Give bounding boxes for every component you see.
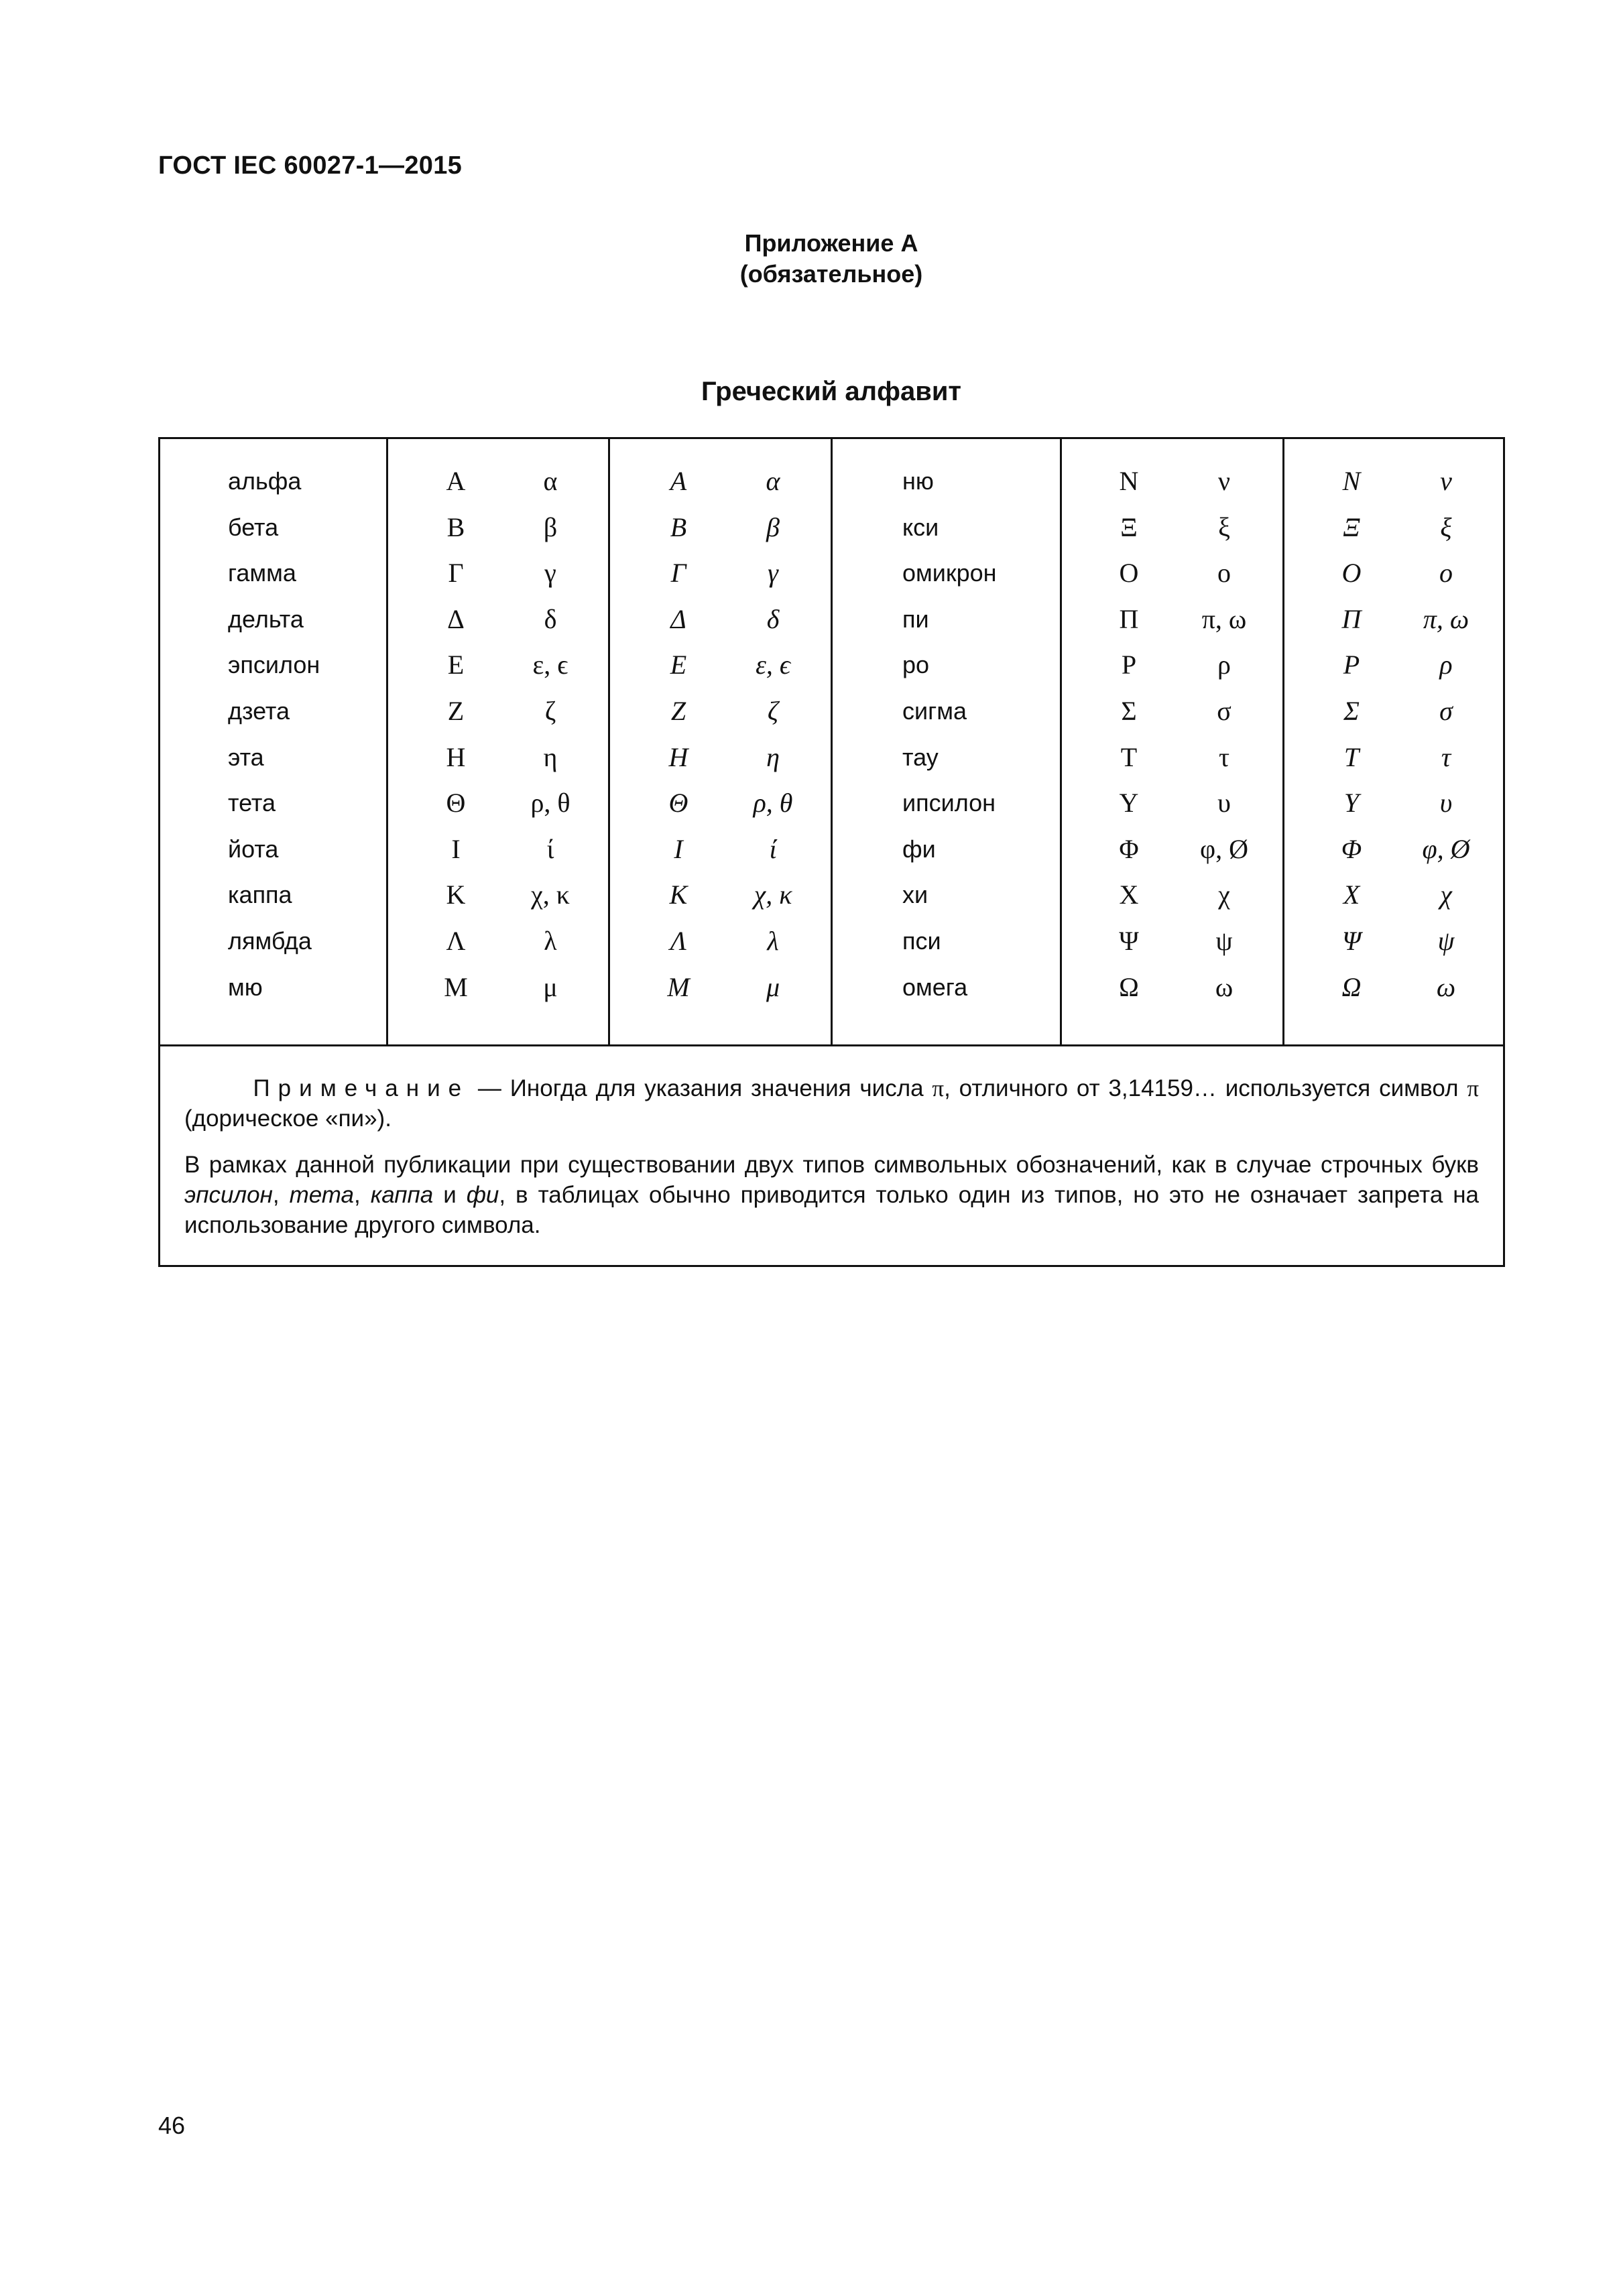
annex-title: Приложение А	[744, 229, 918, 257]
letter-name: фи	[902, 835, 936, 863]
note-paragraph-1	[184, 1073, 1479, 1134]
letter-name: йота	[228, 835, 279, 863]
table-row	[160, 878, 1503, 924]
pi-symbol: π	[932, 1075, 945, 1101]
letter-name: каппа	[228, 881, 292, 909]
uppercase-letter: Κ	[669, 880, 688, 910]
lowercase-letter: μ	[766, 971, 780, 1002]
letter-name: гамма	[228, 559, 296, 587]
lowercase-letter: ρ	[1217, 650, 1231, 680]
letter-name: мю	[228, 973, 263, 1001]
uppercase-letter: Θ	[668, 788, 688, 819]
lowercase-letter: ζ	[544, 695, 556, 726]
lowercase-letter: ε, ϵ	[756, 650, 790, 680]
letter-name: ро	[902, 651, 930, 679]
lowercase-letter: ρ, θ	[753, 788, 793, 819]
note-text: , отличного от 3,14159… используется символ	[944, 1075, 1467, 1101]
note-text: ,	[272, 1182, 290, 1208]
lowercase-letter: ί	[546, 833, 554, 864]
uppercase-letter: Υ	[1343, 788, 1360, 819]
lowercase-letter: ν	[1440, 466, 1452, 496]
letter-name: омикрон	[902, 559, 997, 587]
uppercase-letter: Ψ	[1119, 925, 1139, 956]
lowercase-letter: α	[766, 466, 780, 496]
uppercase-letter: Ρ	[1343, 650, 1360, 680]
letter-name: бета	[228, 513, 279, 541]
table-row	[160, 924, 1503, 971]
annex-status: (обязательное)	[739, 260, 923, 288]
lowercase-letter: π, ω	[1423, 603, 1469, 634]
uppercase-letter: Γ	[670, 558, 686, 589]
uppercase-letter: Β	[446, 511, 465, 542]
uppercase-letter: Ι	[451, 833, 461, 864]
lowercase-letter: δ	[766, 603, 780, 634]
lowercase-letter: σ	[1439, 695, 1453, 726]
uppercase-letter: Ψ	[1341, 925, 1362, 956]
lowercase-letter: υ	[1439, 788, 1453, 819]
table-caption: Греческий алфавит	[701, 377, 961, 406]
lowercase-letter: η	[766, 741, 780, 772]
letter-name: пси	[902, 926, 941, 955]
uppercase-letter: Σ	[1343, 695, 1360, 726]
lowercase-letter: τ	[1441, 741, 1451, 772]
uppercase-letter: Λ	[446, 925, 466, 956]
uppercase-letter: Ω	[1119, 971, 1139, 1002]
lowercase-letter: ε, ϵ	[532, 650, 568, 680]
uppercase-letter: Ε	[447, 650, 465, 680]
table-row	[160, 648, 1503, 694]
table-row	[160, 833, 1503, 879]
lowercase-letter: β	[543, 511, 558, 542]
letter-name: эта	[228, 743, 264, 771]
lowercase-letter: β	[766, 511, 780, 542]
uppercase-letter: Τ	[1120, 741, 1138, 772]
table-note	[184, 1073, 1479, 1256]
uppercase-letter: Ε	[670, 650, 687, 680]
lowercase-letter: ω	[1436, 971, 1456, 1002]
note-text: (дорическое «пи»).	[184, 1105, 392, 1132]
lowercase-letter: ρ	[1439, 650, 1453, 680]
table-note-divider	[160, 1044, 1503, 1046]
uppercase-letter: Τ	[1343, 741, 1360, 772]
lowercase-letter: ξ	[1440, 511, 1452, 542]
uppercase-letter: Ι	[674, 833, 683, 864]
uppercase-letter: Ζ	[447, 695, 465, 726]
note-label: Примечание	[253, 1075, 470, 1101]
table-row	[160, 603, 1503, 649]
uppercase-letter: Δ	[447, 603, 465, 634]
letter-name: ипсилон	[902, 789, 996, 817]
uppercase-letter: Γ	[448, 558, 464, 589]
lowercase-letter: ω	[1215, 971, 1234, 1002]
uppercase-letter: Δ	[670, 603, 686, 634]
uppercase-letter: Ξ	[1120, 511, 1138, 542]
letter-name: альфа	[228, 467, 302, 495]
table-body	[160, 465, 1503, 1016]
uppercase-letter: Λ	[670, 925, 687, 956]
uppercase-letter: Π	[1341, 603, 1362, 634]
uppercase-letter: Σ	[1121, 695, 1137, 726]
letter-name: кси	[902, 513, 939, 541]
uppercase-letter: Θ	[446, 788, 466, 819]
lowercase-letter: μ	[543, 971, 558, 1002]
lowercase-letter: χ	[1440, 880, 1452, 910]
document-id: ГОСТ IEC 60027-1—2015	[158, 152, 463, 180]
lowercase-letter: τ	[1218, 741, 1230, 772]
lowercase-letter: χ, κ	[531, 880, 570, 910]
uppercase-letter: Ο	[1341, 558, 1362, 589]
lowercase-letter: υ	[1217, 788, 1231, 819]
letter-name: хи	[902, 881, 928, 909]
lowercase-letter: σ	[1217, 695, 1231, 726]
uppercase-letter: Κ	[446, 880, 466, 910]
note-text: В рамках данной публикации при существовании двух типов символьных обозначений, как в случае строчных букв	[184, 1152, 1479, 1178]
uppercase-letter: Χ	[1119, 880, 1139, 910]
note-emphasis: тета	[289, 1182, 355, 1208]
lowercase-letter: π, ω	[1201, 603, 1247, 634]
uppercase-letter: Χ	[1343, 880, 1360, 910]
uppercase-letter: Ρ	[1121, 650, 1137, 680]
note-emphasis: фи	[466, 1182, 499, 1208]
uppercase-letter: Α	[670, 466, 687, 496]
letter-name: тау	[902, 743, 939, 771]
uppercase-letter: Β	[670, 511, 687, 542]
lowercase-letter: ψ	[1215, 925, 1233, 956]
page-number: 46	[158, 2112, 186, 2139]
table-row	[160, 694, 1503, 741]
letter-name: дзета	[228, 697, 290, 725]
uppercase-letter: Φ	[1119, 833, 1139, 864]
uppercase-letter: Υ	[1119, 788, 1139, 819]
letter-name: тета	[228, 789, 276, 817]
uppercase-letter: Η	[446, 741, 466, 772]
uppercase-letter: Ω	[1341, 971, 1362, 1002]
uppercase-letter: Ν	[1119, 466, 1139, 496]
letter-name: дельта	[228, 605, 304, 633]
note-text: ,	[354, 1182, 371, 1208]
note-text: , в таблицах обычно приводится только один из типов, но это не означает запрета на использование другого символа.	[184, 1182, 1480, 1238]
lowercase-letter: χ, κ	[754, 880, 792, 910]
uppercase-letter: Φ	[1341, 833, 1362, 864]
uppercase-letter: Μ	[667, 971, 690, 1002]
lowercase-letter: λ	[767, 925, 779, 956]
table-row	[160, 971, 1503, 1017]
uppercase-letter: Α	[446, 466, 466, 496]
uppercase-letter: Ο	[1119, 558, 1139, 589]
letter-name: ню	[902, 467, 934, 495]
uppercase-letter: Μ	[444, 971, 468, 1002]
uppercase-letter: Ξ	[1343, 511, 1360, 542]
lowercase-letter: φ, Ø	[1422, 833, 1470, 864]
letter-name: лямбда	[228, 926, 312, 955]
note-paragraph-2	[184, 1150, 1479, 1240]
lowercase-letter: δ	[544, 603, 557, 634]
uppercase-letter: Ν	[1342, 466, 1361, 496]
pi-symbol: π	[1467, 1075, 1479, 1101]
uppercase-letter: Η	[668, 741, 688, 772]
note-text: — Иногда для указания значения числа	[469, 1075, 933, 1101]
letter-name: сигма	[902, 697, 967, 725]
lowercase-letter: ξ	[1218, 511, 1230, 542]
table-row	[160, 741, 1503, 787]
letter-name: омега	[902, 973, 968, 1001]
lowercase-letter: λ	[544, 925, 557, 956]
lowercase-letter: α	[543, 466, 558, 496]
lowercase-letter: η	[543, 741, 558, 772]
lowercase-letter: ψ	[1437, 925, 1455, 956]
lowercase-letter: γ	[544, 558, 556, 589]
note-emphasis: эпсилон	[184, 1182, 273, 1208]
table-row	[160, 511, 1503, 557]
uppercase-letter: Π	[1119, 603, 1139, 634]
lowercase-letter: ν	[1217, 466, 1231, 496]
lowercase-letter: ζ	[767, 695, 779, 726]
table-row	[160, 786, 1503, 833]
lowercase-letter: φ, Ø	[1200, 833, 1248, 864]
note-text: и	[433, 1182, 467, 1208]
uppercase-letter: Ζ	[670, 695, 686, 726]
lowercase-letter: ί	[769, 833, 777, 864]
lowercase-letter: γ	[768, 558, 778, 589]
table-row	[160, 465, 1503, 511]
greek-alphabet-table	[158, 437, 1505, 1267]
table-row	[160, 556, 1503, 603]
letter-name: эпсилон	[228, 651, 320, 679]
lowercase-letter: ο	[1217, 558, 1231, 589]
lowercase-letter: χ	[1218, 880, 1230, 910]
lowercase-letter: ο	[1439, 558, 1453, 589]
note-emphasis: каппа	[370, 1182, 434, 1208]
letter-name: пи	[902, 605, 929, 633]
lowercase-letter: ρ, θ	[530, 788, 570, 819]
